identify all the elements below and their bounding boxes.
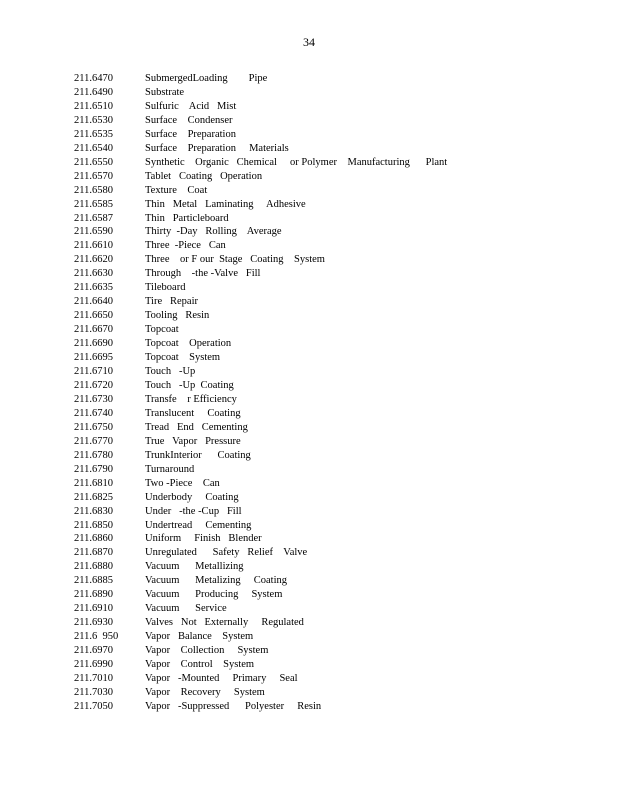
defined-term: Touch -Up Coating [145, 379, 234, 391]
section-number: 211.6640 [74, 296, 113, 308]
list-item [74, 225, 594, 239]
defined-term: Undertread Cementing [145, 519, 252, 531]
list-item [74, 560, 594, 574]
defined-term: Surface Preparation Materials [145, 142, 289, 154]
defined-term: True Vapor Pressure [145, 435, 241, 447]
section-number: 211.6885 [74, 575, 113, 587]
defined-term: Vapor Recovery System [145, 686, 265, 698]
list-item [74, 128, 594, 142]
list-item [74, 449, 594, 463]
section-number: 211.6540 [74, 142, 113, 154]
list-item [74, 574, 594, 588]
list-item [74, 184, 594, 198]
list-item [74, 519, 594, 533]
defined-term: Transfe r Efficiency [145, 393, 237, 405]
section-number: 211.7050 [74, 700, 113, 712]
section-number: 211.6825 [74, 491, 113, 503]
list-item [74, 198, 594, 212]
section-number: 211.6880 [74, 561, 113, 573]
list-item [74, 463, 594, 477]
list-item [74, 421, 594, 435]
list-item [74, 281, 594, 295]
list-item [74, 170, 594, 184]
section-number: 211.6710 [74, 366, 113, 378]
defined-term: Topcoat Operation [145, 338, 232, 350]
list-item [74, 114, 594, 128]
section-number: 211.6635 [74, 282, 113, 294]
defined-term: Surface Preparation [145, 128, 236, 140]
defined-term: Three -Piece Can [145, 240, 226, 252]
list-item [74, 407, 594, 421]
list-item [74, 616, 594, 630]
section-number: 211.6730 [74, 393, 113, 405]
section-number: 211.6590 [74, 226, 113, 238]
list-item [74, 505, 594, 519]
list-item [74, 588, 594, 602]
list-item [74, 365, 594, 379]
defined-term: Vapor Control System [145, 659, 255, 671]
list-item [74, 435, 594, 449]
section-number: 211.6930 [74, 617, 113, 629]
defined-term: Valves Not Externally Regulated [145, 617, 304, 629]
section-number: 211.6750 [74, 421, 113, 433]
list-item [74, 239, 594, 253]
defined-term: Substrate [145, 86, 185, 98]
section-number: 211.6810 [74, 477, 113, 489]
definition-list [74, 72, 594, 714]
section-number: 211.6780 [74, 449, 113, 461]
defined-term: Vapor Balance System [145, 631, 254, 643]
section-number: 211.6550 [74, 156, 113, 168]
section-number: 211.6690 [74, 338, 113, 350]
section-number: 211.7010 [74, 672, 113, 684]
defined-term: Thin Particleboard [145, 212, 229, 224]
list-item [74, 323, 594, 337]
defined-term: Vapor -Mounted Primary Seal [145, 672, 298, 684]
list-item [74, 546, 594, 560]
section-number: 211.6720 [74, 379, 113, 391]
section-number: 211.6890 [74, 589, 113, 601]
section-number: 211.6790 [74, 463, 113, 475]
section-number: 211.6610 [74, 240, 113, 252]
defined-term: Three or F our Stage Coating System [145, 254, 325, 266]
section-number: 211.6910 [74, 603, 113, 615]
list-item [74, 672, 594, 686]
list-item [74, 379, 594, 393]
defined-term: Topcoat [145, 324, 179, 336]
list-item [74, 295, 594, 309]
defined-term: Texture Coat [145, 184, 208, 196]
list-item [74, 532, 594, 546]
section-number: 211.6990 [74, 659, 113, 671]
section-number: 211.6585 [74, 198, 113, 210]
defined-term: Tileboard [145, 282, 186, 294]
defined-term: SubmergedLoading Pipe [145, 73, 268, 84]
section-number: 211.6650 [74, 310, 113, 322]
list-item [74, 156, 594, 170]
defined-term: Thin Metal Laminating Adhesive [145, 198, 306, 210]
list-item [74, 658, 594, 672]
list-item [74, 491, 594, 505]
defined-term: Topcoat System [145, 352, 221, 364]
defined-term: Translucent Coating [145, 407, 241, 419]
list-item [74, 602, 594, 616]
defined-term: Two -Piece Can [145, 477, 220, 489]
defined-term: Vacuum Metalizing Coating [145, 575, 288, 587]
defined-term: Vapor Collection System [145, 645, 269, 657]
defined-term: Through -the -Valve Fill [145, 268, 261, 280]
defined-term: Under -the -Cup Fill [145, 505, 242, 517]
section-number: 211.6530 [74, 114, 113, 126]
section-number: 211.6860 [74, 533, 113, 545]
section-number: 211.7030 [74, 686, 113, 698]
defined-term: Unregulated Safety Relief Valve [145, 547, 308, 559]
section-number: 211.6770 [74, 435, 113, 447]
section-number: 211.6535 [74, 128, 113, 140]
defined-term: Touch -Up [145, 366, 196, 378]
list-item [74, 644, 594, 658]
defined-term: Tread End Cementing [145, 421, 248, 433]
section-number: 211.6695 [74, 352, 113, 364]
defined-term: Underbody Coating [145, 491, 239, 503]
section-number: 211.6 950 [74, 631, 119, 643]
defined-term: Vapor -Suppressed Polyester Resin [145, 700, 322, 712]
section-number: 211.6630 [74, 268, 113, 280]
section-number: 211.6850 [74, 519, 113, 531]
list-item [74, 393, 594, 407]
defined-term: Tooling Resin [145, 310, 210, 322]
section-number: 211.6490 [74, 86, 113, 98]
list-item [74, 86, 594, 100]
list-item [74, 700, 594, 714]
defined-term: Vacuum Metallizing [145, 561, 244, 573]
list-item [74, 630, 594, 644]
defined-term: Turnaround [145, 463, 195, 475]
section-number: 211.6587 [74, 212, 113, 224]
list-item [74, 72, 594, 86]
defined-term: Tire Repair [145, 296, 198, 308]
list-item [74, 212, 594, 226]
list-item [74, 351, 594, 365]
defined-term: Synthetic Organic Chemical or Polymer Manufacturing Plant [145, 156, 448, 168]
defined-term: TrunkInterior Coating [145, 449, 251, 461]
section-number: 211.6830 [74, 505, 113, 517]
section-number: 211.6870 [74, 547, 113, 559]
defined-term: Vacuum Service [145, 603, 227, 615]
section-number: 211.6580 [74, 184, 113, 196]
list-item [74, 337, 594, 351]
list-item [74, 253, 594, 267]
section-number: 211.6740 [74, 407, 113, 419]
section-number: 211.6570 [74, 170, 113, 182]
defined-term: Thirty -Day Rolling Average [145, 226, 282, 238]
section-number: 211.6470 [74, 73, 113, 84]
list-item [74, 100, 594, 114]
list-item [74, 309, 594, 323]
defined-term: Surface Condenser [145, 114, 233, 126]
section-number: 211.6510 [74, 100, 113, 112]
defined-term: Sulfuric Acid Mist [145, 100, 237, 112]
defined-term: Tablet Coating Operation [145, 170, 263, 182]
page-number: 34 [303, 35, 315, 49]
defined-term: Uniform Finish Blender [145, 533, 262, 545]
section-number: 211.6970 [74, 645, 113, 657]
section-number: 211.6620 [74, 254, 113, 266]
list-item [74, 267, 594, 281]
list-item [74, 142, 594, 156]
list-item [74, 686, 594, 700]
defined-term: Vacuum Producing System [145, 589, 283, 601]
section-number: 211.6670 [74, 324, 113, 336]
list-item [74, 477, 594, 491]
